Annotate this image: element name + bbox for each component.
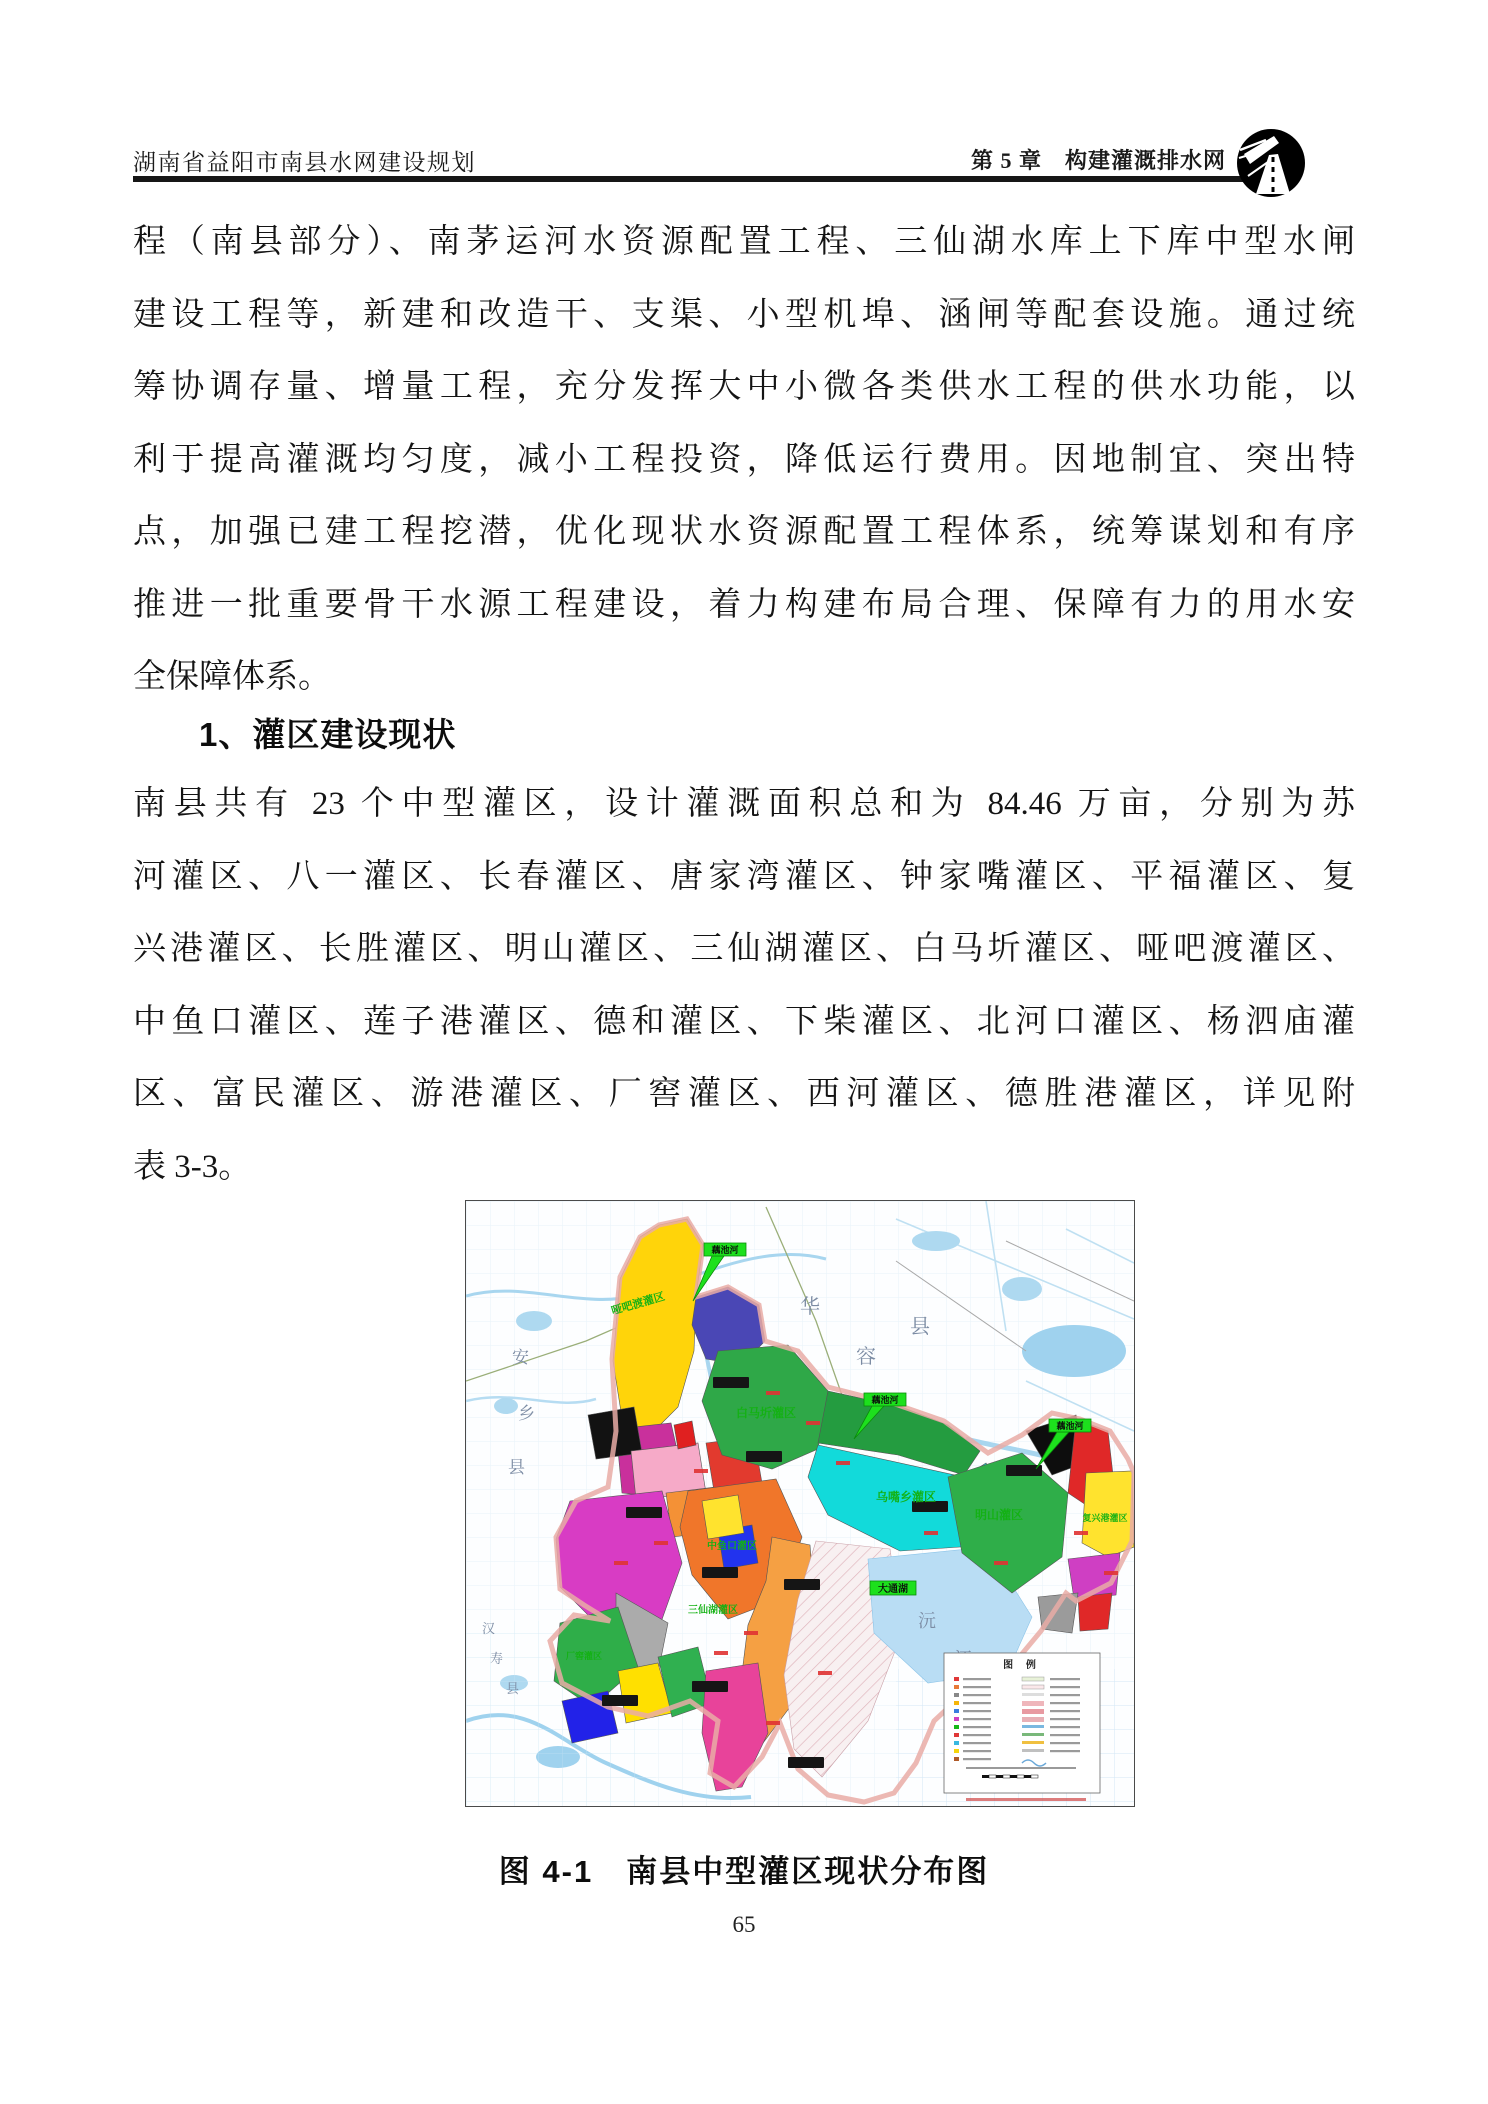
- place-char: 安: [512, 1348, 529, 1367]
- header-chapter-label: 第 5 章 构建灌溉排水网: [970, 148, 1226, 173]
- paragraph-line: 程（南县部分）、南茅运河水资源配置工程、三仙湖水库上下库中型水闸: [133, 224, 1355, 260]
- map-legend: [944, 1653, 1100, 1801]
- place-char: 容: [856, 1346, 876, 1368]
- lake-callout: [870, 1581, 916, 1595]
- place-char: 华: [800, 1296, 820, 1318]
- paragraph-2: [133, 768, 1355, 1203]
- paragraph-line: 河灌区、八一灌区、长春灌区、唐家湾灌区、钟家嘴灌区、平福灌区、复: [133, 858, 1355, 895]
- paragraph-line: 全保障体系。: [133, 659, 331, 695]
- map-source-note: [966, 1798, 1086, 1801]
- legend-title: 图 例: [1003, 1660, 1041, 1671]
- paragraph-line: 南县共有 23 个中型灌区，设计灌溉面积总和为 84.46 万亩，分别为苏: [133, 786, 1355, 822]
- paragraph-line: 点，加强已建工程挖潜，优化现状水资源配置工程体系，统筹谋划和有序: [133, 514, 1355, 550]
- place-char: 沅: [918, 1611, 936, 1631]
- paragraph-line: 利于提高灌溉均匀度，减小工程投资，降低运行费用。因地制宜、突出特: [133, 441, 1355, 478]
- highway-logo-icon: [1234, 124, 1308, 200]
- paragraph-line: 兴港灌区、长胜灌区、明山灌区、三仙湖灌区、白马圻灌区、哑吧渡灌区、: [133, 931, 1355, 967]
- paragraph-line: 建设工程等，新建和改造干、支渠、小型机埠、涵闸等配套设施。通过统: [133, 296, 1355, 333]
- header-document-title: 湖南省益阳市南县水网建设规划: [133, 150, 476, 175]
- paragraph-line: 区、富民灌区、游港灌区、厂窖灌区、西河灌区、德胜港灌区，详见附: [133, 1076, 1355, 1112]
- map-district-label: 明山灌区: [974, 1508, 1024, 1522]
- irrigation-district-map: [466, 1201, 1134, 1806]
- river-label: 藕池河: [871, 1395, 899, 1405]
- map-district-label: 中鱼口灌区: [707, 1541, 757, 1552]
- river-label: 藕池河: [711, 1245, 739, 1255]
- place-char: 县: [508, 1458, 525, 1477]
- irrigation-map-figure: [465, 1200, 1135, 1807]
- place-char: 县: [910, 1316, 930, 1338]
- section-heading: 1、灌区建设现状: [199, 716, 457, 753]
- lake-label: 大通湖: [878, 1584, 908, 1595]
- figure-caption: 图 4-1 南县中型灌区现状分布图: [498, 1854, 990, 1889]
- place-char: 乡: [518, 1404, 535, 1423]
- map-district-label: 复兴港灌区: [1082, 1513, 1128, 1523]
- place-char: 寿: [490, 1651, 504, 1666]
- paragraph-1: [133, 206, 1355, 714]
- header-rule: [133, 176, 1243, 182]
- map-district-label: 白马圻灌区: [735, 1406, 797, 1420]
- page-number: 65: [732, 1912, 756, 1937]
- paragraph-line: 推进一批重要骨干水源工程建设，着力构建布局合理、保障有力的用水安: [133, 586, 1355, 623]
- paragraph-line: 筹协调存量、增量工程，充分发挥大中小微各类供水工程的供水功能，以: [133, 369, 1355, 405]
- map-district-label: 哑吧渡灌区: [610, 1290, 667, 1318]
- river-label: 藕池河: [1056, 1421, 1084, 1431]
- paragraph-line: 中鱼口灌区、莲子港灌区、德和灌区、下柴灌区、北河口灌区、杨泗庙灌: [133, 1003, 1355, 1040]
- map-district-label: 厂窖灌区: [565, 1651, 603, 1661]
- place-char: 汉: [482, 1621, 496, 1636]
- place-char: 县: [506, 1681, 520, 1696]
- paragraph-line: 表 3-3。: [133, 1148, 252, 1185]
- map-district-label: 乌嘴乡灌区: [875, 1490, 937, 1504]
- map-district-label: 三仙湖灌区: [688, 1605, 738, 1616]
